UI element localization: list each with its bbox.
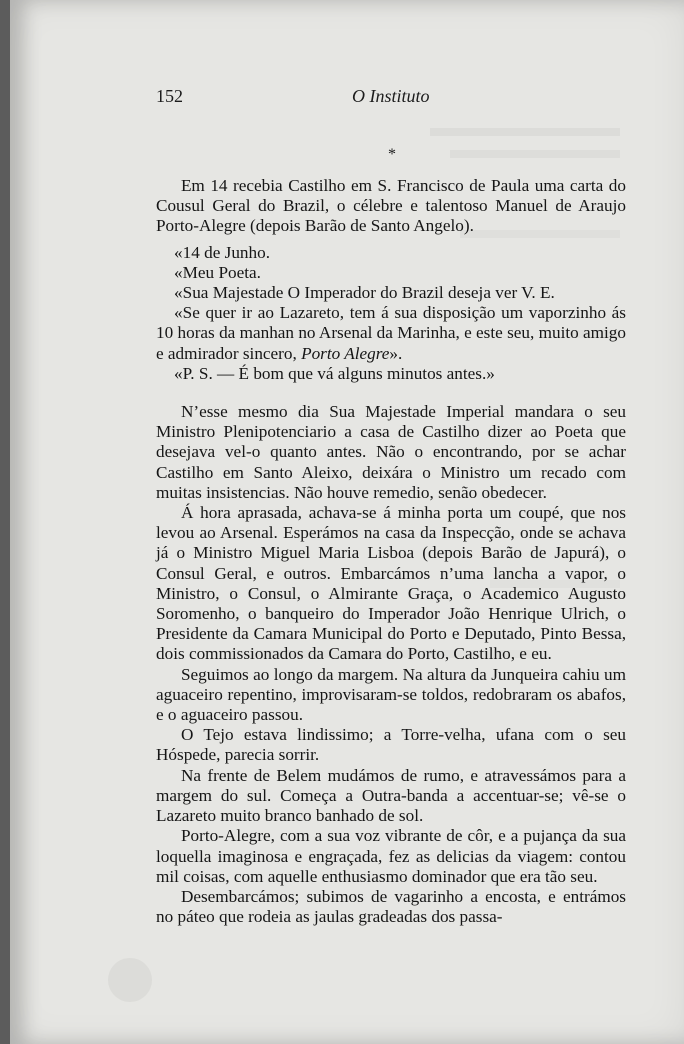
letter-line-invitation xyxy=(156,303,626,364)
page-number: 152 xyxy=(156,86,183,106)
letter-date-line: «14 de Junho. xyxy=(174,242,271,262)
paragraph-desembarcamos: Desembarcámos; subimos de vagarinho a encosta, e entrámos no páteo que rodeia as jaulas gradeadas dos passa- xyxy=(156,886,626,927)
paragraph-porto-alegre: Porto-Alegre, com a sua voz vibrante de côr, e a pujança da sua loquella imaginosa e engraçada, fez as delicias da viagem: contou mil coisas, com aquelle enthusiasmo dominador que era tão seu. xyxy=(156,826,626,886)
letter-signature-close: ». xyxy=(389,343,403,363)
running-header xyxy=(156,86,644,112)
paragraph-belem: Na frente de Belem mudámos de rumo, e atravessámos para a margem do sul. Começa a Outra-banda a accentuar-se; vê-se o Lazareto muito branco banhado de sol. xyxy=(156,765,626,826)
section-divider: * xyxy=(388,146,396,163)
paragraph-junqueira: Seguimos ao longo da margem. Na altura da Junqueira cahiu um aguaceiro repentino, improvisaram-se toldos, redobraram os abafos, e o aguaceiro passou. xyxy=(156,664,626,725)
paragraph-tejo: O Tejo estava lindissimo; a Torre-velha, ufana com o seu Hóspede, parecia sorrir. xyxy=(156,725,626,765)
letter-line-majesty: «Sua Majestade O Imperador do Brazil deseja ver V. E. xyxy=(174,283,555,303)
paragraph-ministro: N’esse mesmo dia Sua Majestade Imperial mandara o seu Ministro Plenipotenciario a casa de Castilho dizer ao Poeta que desejava vel-o quanto antes. Não o encontrando, por se achar Castilho em Santo Aleixo, deixára o Ministro um recado com muitas insistencias. Não houve remedio, senão obedecer. xyxy=(156,402,626,502)
letter-postscript: «P. S. — É bom que vá alguns minutos antes.» xyxy=(174,363,495,383)
letter-invitation-text: «Se quer ir ao Lazareto, tem á sua disposição um vaporzinho ás 10 horas da manhan no Arsenal da Marinha, e este seu, muito amigo e admirador sincero, xyxy=(156,303,626,363)
letter-salutation: «Meu Poeta. xyxy=(174,262,261,282)
paragraph-intro: Em 14 recebia Castilho em S. Francisco de Paula uma carta do Cousul Geral do Brazil, o célebre e talentoso Manuel de Araujo Porto-Alegre (depois Barão de Santo Angelo). xyxy=(156,176,626,236)
book-page xyxy=(10,0,684,1044)
body-text xyxy=(156,176,626,927)
running-title: O Instituto xyxy=(352,86,430,106)
letter-signature: Porto Alegre xyxy=(301,343,390,363)
paragraph-arsenal: Á hora aprasada, achava-se á minha porta um coupé, que nos levou ao Arsenal. Esperámos na casa da Inspecção, onde se achava já o Ministro Miguel Maria Lisboa (depois Barão de Japurá), o Consul Geral, e outros. Embarcámos n’uma lancha a vapor, o Ministro, o Consul, o Almirante Graça, o Academico Augusto Soromenho, o banqueiro do Imperador João Henrique Ulrich, o Presidente da Camara Municipal do Porto e Deputado, Pinto Bessa, dois commissionados da Camara do Porto, Castilho, e eu. xyxy=(156,503,626,664)
